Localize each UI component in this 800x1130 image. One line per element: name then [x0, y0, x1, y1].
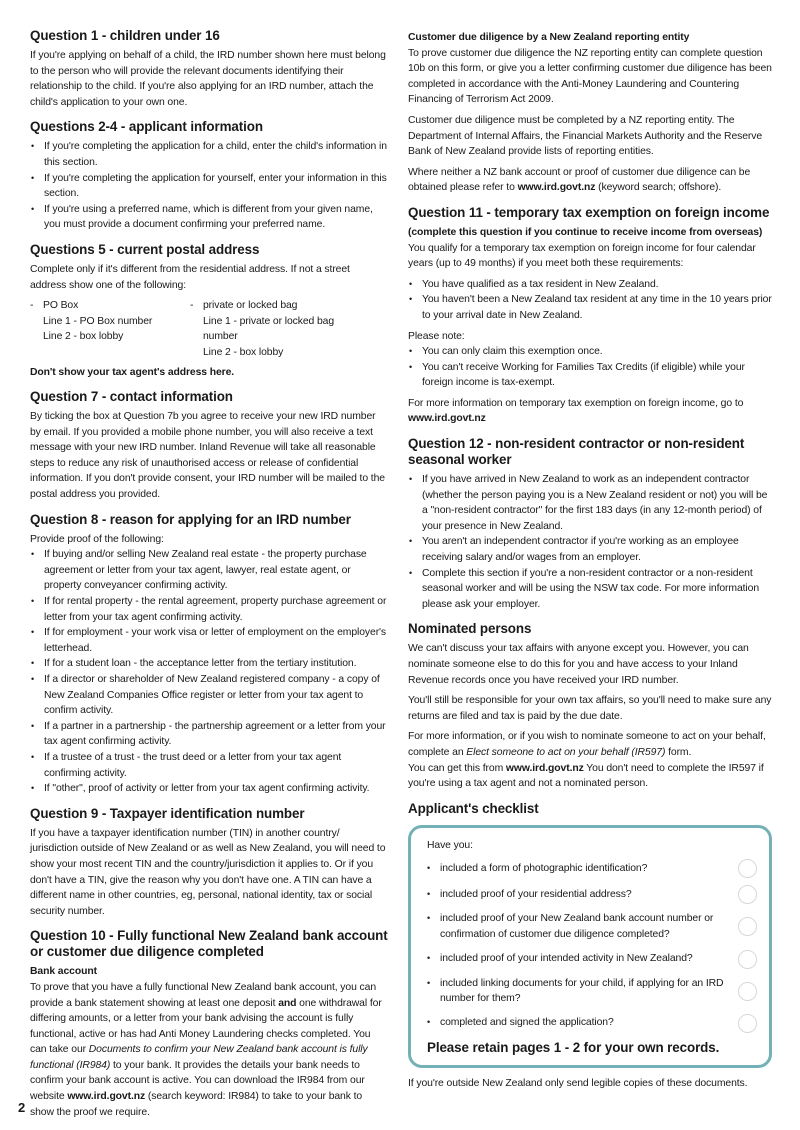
paragraph [408, 396, 772, 427]
text-run: (keyword search; offshore). [595, 182, 722, 194]
checklist-item-label: • included linking documents for your child, if applying for an IRD number for them? [427, 976, 738, 1007]
text-run: For more information, or if you wish to nominate someone to act on your behalf, complete an [408, 731, 766, 758]
checklist-item [427, 885, 757, 904]
checkbox-circle[interactable] [738, 982, 757, 1001]
list-item: • If for rental property - the rental agreement, property purchase agreement or letter from your tax agent confirming activity. [30, 594, 388, 625]
checkbox-circle[interactable] [738, 859, 757, 878]
bullet-list [30, 547, 388, 797]
list-item: • If you're using a preferred name, which is different from your given name, you must provide a document confirming your preferred name. [30, 202, 388, 233]
list-item: • If you're completing the application for yourself, enter your information in this section. [30, 171, 388, 202]
checklist-item-label: • included proof of your intended activity in New Zealand? [427, 951, 738, 967]
address-option-column [190, 298, 350, 360]
italic-text: Elect someone to act on your behalf (IR597) [466, 746, 666, 758]
text-run: For more information on temporary tax exemption on foreign income, go to [408, 397, 744, 409]
paragraph: Customer due diligence must be completed by a NZ reporting entity. The Department of Internal Affairs, the Financial Markets Authority and the Reserve Bank of New Zealand provide lists of reporting entities. [408, 114, 763, 158]
text-run: You can get this from [408, 762, 506, 774]
bold-text: www.ird.govt.nz [408, 413, 486, 425]
italic-text: Documents to confirm your New Zealand bank account is fully functional (IR984) [30, 1044, 368, 1071]
paragraph: You qualify for a temporary tax exemption on foreign income for four calendar years (up to 49 months) if you meet both these requirements: [408, 242, 756, 270]
text-run: To prove that you have a fully functional New Zealand bank account, you can provide a bank statement showing at least one deposit [30, 981, 376, 1009]
text-run: You don't need to complete the IR597 if you're using a tax agent and not a nominated person. [408, 762, 764, 790]
address-option-line: Line 2 - box lobby [43, 331, 124, 343]
section-heading: Applicant's checklist [408, 800, 539, 816]
address-option-column [30, 298, 190, 360]
paragraph: Please note: [408, 330, 465, 342]
checklist-item-label: • completed and signed the application? [427, 1015, 738, 1031]
retain-notice: Please retain pages 1 - 2 for your own records. [427, 1039, 720, 1055]
paragraph: If you're outside New Zealand only send legible copies of these documents. [408, 1078, 748, 1090]
address-option-line: - private or locked bag [190, 298, 350, 314]
text-run: form. [665, 746, 692, 758]
bold-text: www.ird.govt.nz [517, 182, 596, 194]
bullet-list [30, 139, 388, 233]
text-run: one withdrawal for differing amounts, or a letter from your bank advising the account is fully functional, active or has had Anti Money Laundering checks completed. You can take our [30, 997, 382, 1056]
list-item: • Complete this section if you're a non-resident contractor or a non-resident seasonal worker and will be using the NSW tax code. For more information please ask your employer. [408, 566, 772, 613]
checklist-item [427, 1014, 757, 1033]
list-item: • If buying and/or selling New Zealand real estate - the property purchase agreement or letter from your tax agent, lawyer, real estate agent, or property conveyancer confirming activity. [30, 547, 388, 594]
subheading: (complete this question if you continue to receive income from overseas) [408, 226, 763, 238]
list-item: • If for a student loan - the acceptance letter from the tertiary institution. [30, 656, 388, 672]
paragraph: Provide proof of the following: [30, 533, 164, 545]
paragraph [30, 980, 388, 1120]
section-heading: Question 12 - non-resident contractor or non-resident seasonal worker [408, 436, 745, 468]
list-item: • If you're completing the application for a child, enter the child's information in this section. [30, 139, 388, 170]
checkbox-circle[interactable] [738, 917, 757, 936]
bullet-list [408, 277, 772, 324]
paragraph: We can't discuss your tax affairs with anyone except you. However, you can nominate someone else to do this for you and have access to your Inland Revenue records once you have received your IRD number. [408, 643, 749, 686]
text-run: to your bank. It provides the details your bank needs to confirm your bank account is active. You can download the IR984 from our website [30, 1059, 365, 1103]
text-run: (search keyword: IR984) to take to your bank to show the proof we require. [30, 1091, 363, 1118]
list-item: • You haven't been a New Zealand tax resident at any time in the 10 years prior to your arrival date in New Zealand. [408, 292, 772, 323]
text-run: Where neither a NZ bank account or proof of customer due diligence can be obtained please refer to [408, 166, 751, 194]
paragraph: You'll still be responsible for your own tax affairs, so you'll need to make sure any returns are filed and tax is paid by the due date. [408, 695, 772, 722]
list-item: • If a partner in a partnership - the partnership agreement or a letter from your tax agent confirming activity. [30, 719, 388, 750]
list-item: • If "other", proof of activity or letter from your tax agent confirming activity. [30, 781, 388, 797]
paragraph [408, 729, 772, 760]
address-option-line: - PO Box [30, 298, 190, 314]
section-heading: Nominated persons [408, 621, 532, 637]
list-item: • You have qualified as a tax resident in New Zealand. [408, 277, 772, 293]
checklist-item [427, 859, 757, 878]
address-option-line: Line 2 - box lobby [203, 346, 284, 358]
checklist-item [427, 950, 757, 969]
checkbox-circle[interactable] [738, 950, 757, 969]
bullet-list [408, 344, 772, 391]
left-column [30, 28, 388, 1125]
paragraph: If you're applying on behalf of a child, the IRD number shown here must belong to the person who will provide the relevant documents identifying their relationship to the child. If you're also applying for an IRD number, attach the child's application to your own one. [30, 50, 386, 108]
list-item: • If you have arrived in New Zealand to work as an independent contractor (whether the person paying you is a New Zealand resident or not) you will be a "non-resident contractor" for the first 183 days (in any 12-month period) of your presence in New Zealand. [408, 472, 772, 534]
right-column [408, 30, 772, 1097]
checklist-item [427, 911, 757, 942]
bold-text: www.ird.govt.nz [505, 762, 584, 774]
address-options [30, 298, 388, 360]
paragraph: To prove customer due diligence the NZ reporting entity can complete question 10b on this form, or give you a letter confirming customer due diligence has been completed in accordance with the Anti-Money Laundering and Countering Financing of Terrorism Act 2009. [408, 47, 772, 106]
section-heading: Questions 5 - current postal address [30, 241, 260, 257]
paragraph [30, 365, 388, 381]
bullet-list [408, 472, 772, 612]
bold-text: Don't show your tax agent's address here. [30, 366, 235, 378]
list-item: • If for employment - your work visa or letter of employment on the employer's letterhead. [30, 625, 388, 656]
list-item: • If a trustee of a trust - the trust deed or a letter from your tax agent confirming activity. [30, 750, 388, 781]
section-heading: Question 7 - contact information [30, 389, 233, 405]
section-heading: Questions 2-4 - applicant information [30, 119, 263, 135]
address-option-line: Line 1 - PO Box number [43, 315, 153, 327]
section-heading: Question 11 - temporary tax exemption on foreign income [408, 204, 770, 220]
section-heading: Question 10 - Fully functional New Zealand bank account or customer due diligence completed [30, 928, 388, 960]
bold-text: www.ird.govt.nz [67, 1091, 146, 1103]
applicant-checklist [408, 825, 772, 1069]
checklist-intro: Have you: [427, 839, 473, 851]
checklist-item-label: • included a form of photographic identification? [427, 861, 738, 877]
list-item: • You can't receive Working for Families Tax Credits (if eligible) while your foreign income is tax-exempt. [408, 360, 772, 391]
paragraph: Complete only if it's different from the residential address. If not a street address show one of the following: [30, 263, 350, 291]
checklist-item [427, 976, 757, 1007]
section-heading: Question 8 - reason for applying for an IRD number [30, 511, 351, 527]
checkbox-circle[interactable] [738, 1014, 757, 1033]
paragraph [408, 165, 772, 196]
paragraph: If you have a taxpayer identification number (TIN) in another country/ jurisdiction outside of New Zealand or as well as New Zealand, you will need to show your most recent TIN and the country/jurisdiction it applies to. Or if you don't have a TIN, give the reason why you don't have one. A TIN can have a different name in other countries, eg, personal, national identity, tax or social security number. [30, 827, 386, 917]
subheading: Bank account [30, 966, 97, 978]
section-heading: Question 9 - Taxpayer identification number [30, 805, 305, 821]
checklist-item-label: • included proof of your residential address? [427, 887, 738, 903]
address-option-line: Line 1 - private or locked bag number [203, 315, 335, 343]
checkbox-circle[interactable] [738, 885, 757, 904]
subheading: Customer due diligence by a New Zealand reporting entity [408, 32, 690, 43]
page-number: 2 [18, 1100, 26, 1115]
checklist-item-label: • included proof of your New Zealand bank account number or confirmation of customer due diligence completed? [427, 911, 738, 942]
paragraph [408, 761, 772, 792]
list-item: • You can only claim this exemption once. [408, 344, 772, 360]
list-item: • If a director or shareholder of New Zealand registered company - a copy of New Zealand Companies Office register or letter from your tax agent to confirm activity. [30, 672, 388, 719]
section-heading: Question 1 - children under 16 [30, 28, 220, 43]
paragraph: By ticking the box at Question 7b you agree to receive your new IRD number by email. If you provided a mobile phone number, you will also receive a text message with your new IRD number. Inland Revenue will take all reasonable steps to reduce any risk of unauthorised access or release of confidential information. If you don't provide consent, your IRD number will be mailed to the postal address you provided. [30, 411, 385, 501]
list-item: • You aren't an independent contractor if you're working as an employee receiving salary and/or wages from an employer. [408, 534, 772, 565]
bold-text: and [278, 997, 297, 1009]
